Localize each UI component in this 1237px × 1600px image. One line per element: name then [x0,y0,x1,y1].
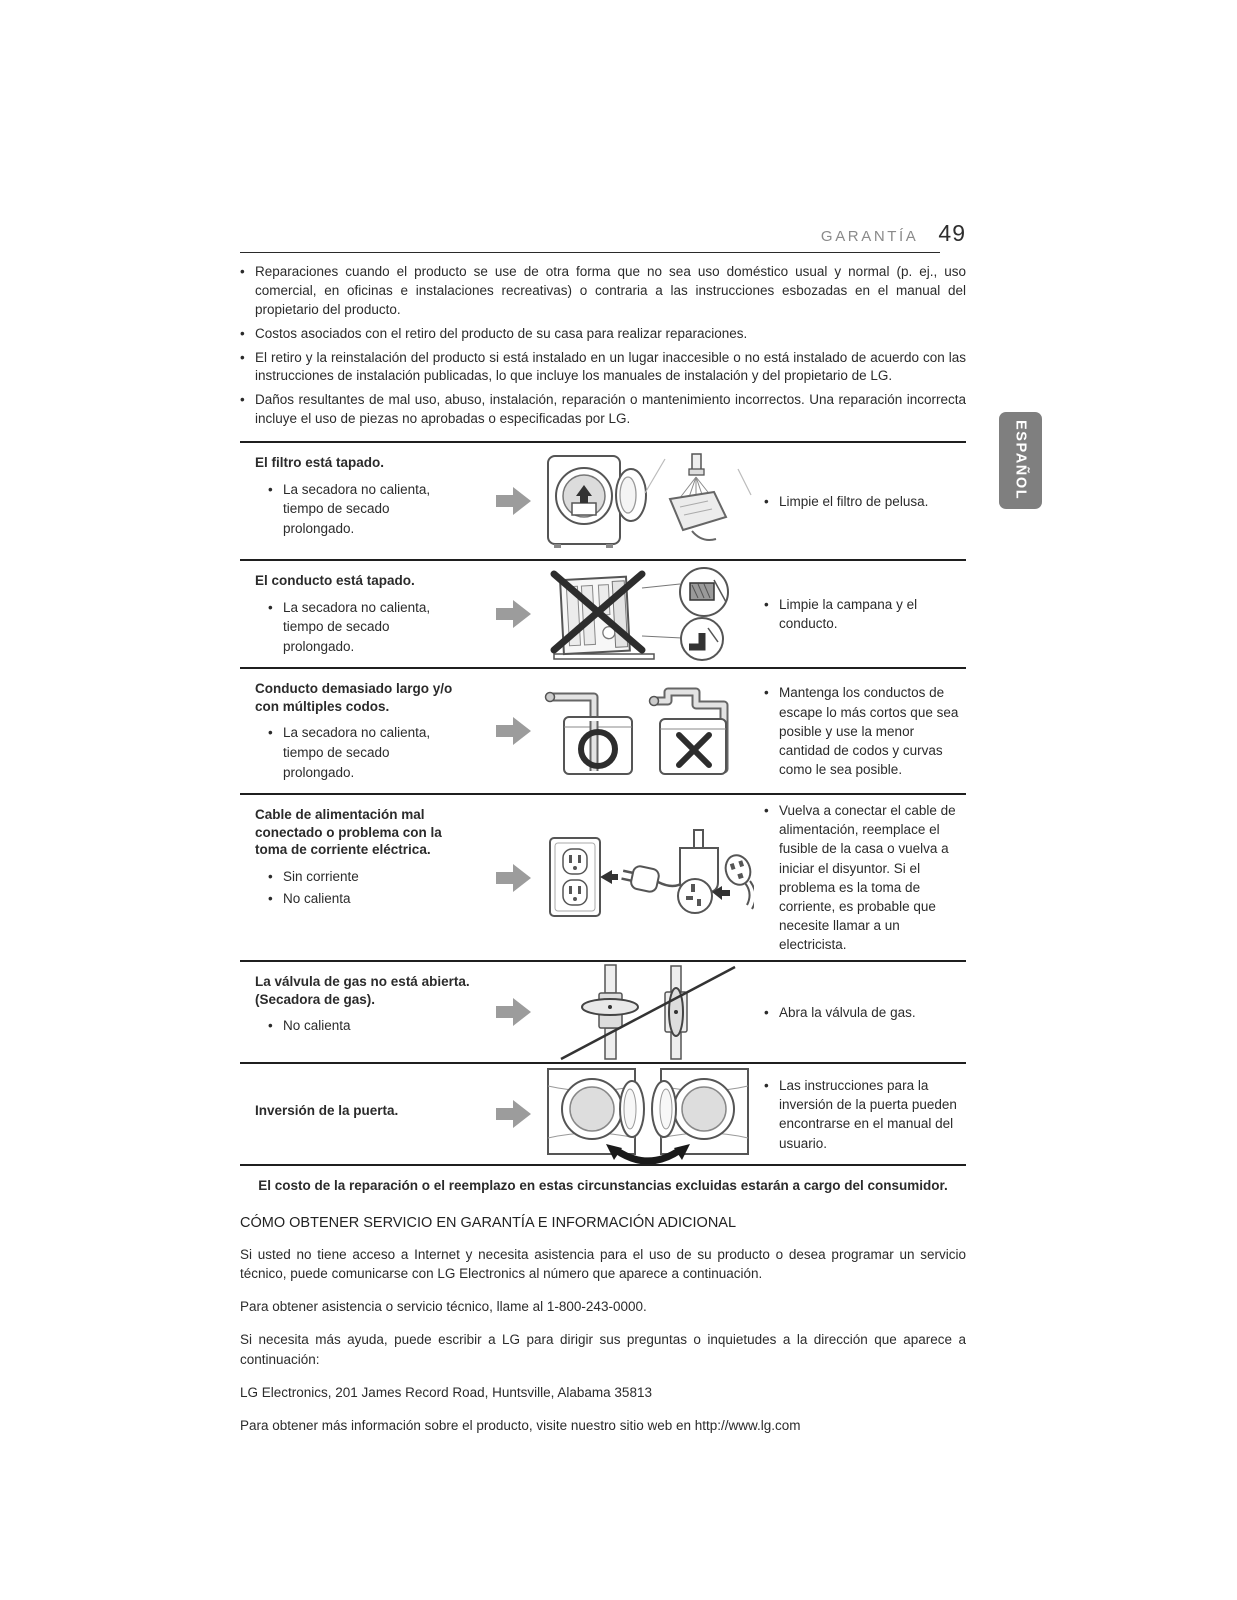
list-item [255,867,453,887]
arrow-cell [492,599,536,629]
solution-bullet: • Limpie la campana y el conducto. [779,597,918,632]
problem-cell [240,669,492,793]
solution-bullet: • Abra la válvula de gas. [779,1004,916,1020]
service-section-title: CÓMO OBTENER SERVICIO EN GARANTÍA E INFORMACIÓN ADICIONAL [240,1214,737,1231]
page-header [240,220,966,247]
arrow-cell [492,997,536,1027]
arrow-cell [492,716,536,746]
clean-lint-filter-illustration [536,451,760,551]
solution-cell [760,1070,966,1159]
problem-title: El conducto está tapado. [255,573,415,589]
problem-cell [240,795,492,920]
right-arrow-icon [496,863,532,893]
problem-cell [240,561,492,667]
exclusion-text: • Costos asociados con el retiro del producto de su casa para realizar reparaciones. [255,325,748,341]
troubleshooting-table [240,441,966,1166]
list-item [240,349,966,387]
list-item [240,391,966,429]
right-arrow-icon [496,716,532,746]
solution-cell [760,795,966,960]
blocked-exhaust-duct-illustration [536,566,760,662]
right-arrow-icon [496,1099,532,1129]
list-item [764,1003,916,1022]
arrow-cell [492,486,536,516]
service-paragraph: Si necesita más ayuda, puede escribir a LG para dirigir sus preguntas o inquietudes a la dirección que aparece a continuación: [240,1332,966,1367]
list-item [764,1076,964,1153]
espanol-language-tab [999,412,1042,509]
cost-note: El costo de la reparación o el reemplazo en estas circunstancias excluidas estarán a cargo del consumidor. [258,1178,948,1194]
service-paragraph: Si usted no tiene acceso a Internet y necesita asistencia para el uso de su producto o desea programar un servicio técnico, puede comunicarse con LG Electronics al número que aparece a continuación. [240,1246,966,1282]
duct-length-comparison-illustration [536,681,760,781]
exclusion-text: • Reparaciones cuando el producto se use de otra forma que no sea uso doméstico usual y normal (p. ej., uso comercial, en oficinas e instalaciones recreativas) o contraria a las instrucciones esbozadas en el manual del propietario del producto. [255,264,966,317]
list-item [240,263,966,320]
door-reversal-illustration [536,1064,760,1164]
table-row [240,559,966,667]
table-row [240,1062,966,1164]
list-item [255,889,453,909]
problem-title: La válvula de gas no está abierta. (Secadora de gas). [255,974,470,1007]
problem-title: Cable de alimentación mal conectado o problema con la toma de corriente eléctrica. [255,807,442,858]
exclusion-text: • Daños resultantes de mal uso, abuso, instalación, reparación o mantenimiento incorrectos. Una reparación incorrecta incluye el uso de piezas no aprobadas o especificadas por LG. [255,392,966,427]
solution-bullet: • Limpie el filtro de pelusa. [779,493,929,509]
problem-cell [240,1102,492,1128]
problem-cell [240,962,492,1047]
espanol-tab-label: ESPAÑOL [1012,420,1029,501]
problem-cell [240,443,492,549]
service-paragraph: Para obtener más información sobre el producto, visite nuestro sitio web en http://www.lg.com [240,1417,801,1433]
service-paragraph: LG Electronics, 201 James Record Road, Huntsville, Alabama 35813 [240,1384,652,1400]
right-arrow-icon [496,486,532,516]
problem-bullet: • La secadora no calienta, tiempo de secado prolongado. [283,725,431,780]
problem-bullet: • La secadora no calienta, tiempo de secado prolongado. [283,481,431,536]
solution-cell [760,997,966,1028]
table-row [240,667,966,793]
solution-bullet: • Vuelva a conectar el cable de alimentación, reemplace el fusible de la casa o vuelva a iniciar el disyuntor. Si el problema es la toma de corriente, es probable que necesite llamar a un electricista. [779,803,956,953]
table-row [240,441,966,559]
list-item [764,683,964,779]
list-item [255,1016,453,1036]
warranty-exclusions-list [240,263,966,429]
list-item [764,492,928,511]
table-row [240,960,966,1062]
service-paragraph: Para obtener asistencia o servicio técnico, llame al 1-800-243-0000. [240,1299,647,1315]
solution-bullet: • Las instrucciones para la inversión de la puerta pueden encontrarse en el manual del usuario. [779,1078,957,1151]
list-item [240,325,966,344]
right-arrow-icon [496,997,532,1027]
header-rule [240,252,940,253]
page-number: 49 [938,220,966,246]
problem-title: Conducto demasiado largo y/o con múltiples codos. [255,681,453,714]
page-content [240,220,966,1449]
right-arrow-icon [496,599,532,629]
power-cord-and-outlet-illustration [536,826,760,930]
gas-valve-open-closed-illustration [536,962,760,1062]
problem-bullet: • No calienta [283,1018,351,1034]
list-item [255,723,453,782]
problem-title: El filtro está tapado. [255,455,385,471]
problem-title: Inversión de la puerta. [255,1102,399,1118]
table-row [240,793,966,960]
arrow-cell [492,863,536,893]
solution-cell [760,486,966,517]
solution-cell [760,677,966,785]
problem-bullet: • Sin corriente [283,868,359,884]
list-item [255,480,453,539]
list-item [764,801,964,954]
exclusion-text: • El retiro y la reinstalación del producto si está instalado en un lugar inaccesible o no está instalado de acuerdo con las instrucciones de instalación publicadas, lo que incluye los manuales de instalación y del propietario de LG. [255,349,966,384]
arrow-cell [492,1099,536,1129]
section-title: GARANTÍA [820,228,919,245]
problem-bullet: • La secadora no calienta, tiempo de secado prolongado. [283,599,431,654]
list-item [764,595,964,633]
solution-bullet: • Mantenga los conductos de escape lo más cortos que sea posible y use la menor cantidad de codos y curvas como le sea posible. [779,685,959,777]
list-item [255,598,453,657]
solution-cell [760,589,966,639]
problem-bullet: • No calienta [283,891,351,907]
